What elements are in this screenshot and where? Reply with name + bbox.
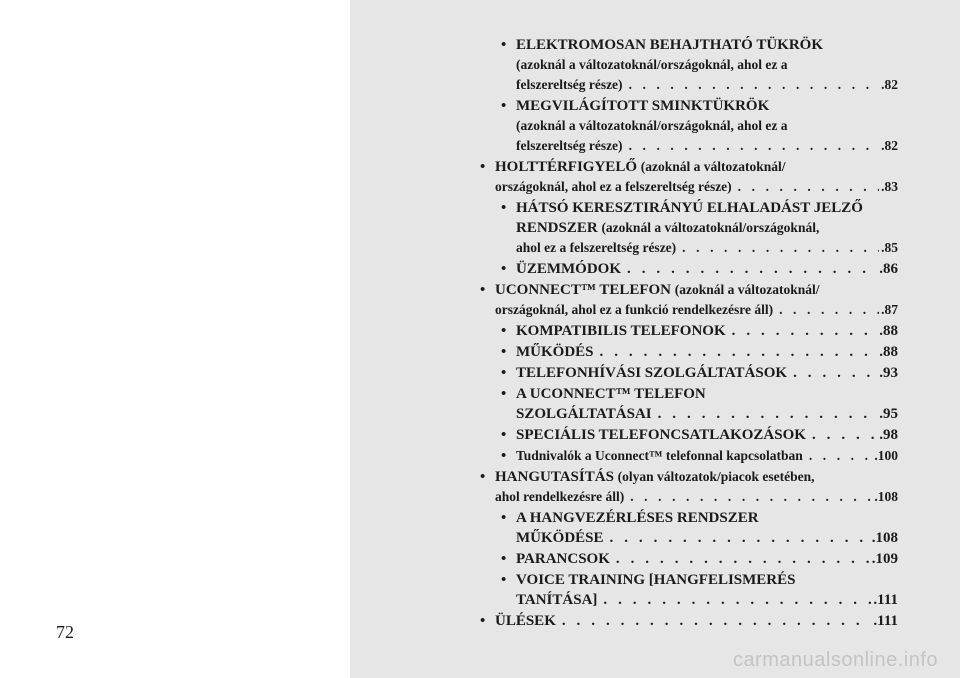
- toc-entry-compatible-phones[interactable]: [478, 321, 898, 341]
- bullet-icon: •: [501, 551, 507, 567]
- toc-entry-title-line: [516, 218, 898, 238]
- toc-entry-subtitle: (azoknál a változatoknál/: [674, 282, 820, 297]
- toc-page-number: .98: [879, 427, 898, 443]
- toc-entry-modes[interactable]: [478, 259, 898, 279]
- dot-leader: [630, 487, 872, 507]
- bullet-icon: •: [480, 159, 486, 175]
- toc-entry-title-line: [495, 280, 898, 300]
- toc-page-number: .82: [881, 77, 898, 92]
- dot-leader: [627, 259, 877, 279]
- toc-entry-title: VOICE TRAINING [HANGFELISMERÉS: [516, 572, 796, 588]
- dot-leader: [779, 300, 879, 320]
- toc-entry-title: RENDSZER: [516, 220, 598, 236]
- bullet-icon: •: [501, 572, 507, 588]
- toc-entry-uconnect-phone[interactable]: [478, 280, 898, 320]
- toc-entry-subtitle: felszereltség része): [516, 138, 623, 153]
- bullet-icon: •: [480, 469, 486, 485]
- dot-leader: [812, 425, 877, 445]
- toc-entry-leader-line: [495, 611, 898, 631]
- toc-entry-blind-spot-monitoring[interactable]: [478, 157, 898, 197]
- toc-page-number: .95: [879, 406, 898, 422]
- toc-page-number: .83: [881, 179, 898, 194]
- toc-page-number: .88: [879, 323, 898, 339]
- toc-page-number: .111: [873, 592, 898, 608]
- dot-leader: [809, 446, 873, 466]
- toc-entry-title: ÜZEMMÓDOK: [516, 261, 621, 277]
- toc-page-number: .86: [879, 261, 898, 277]
- toc-entry-leader-line: [516, 549, 898, 569]
- toc-entry-commands[interactable]: [478, 549, 898, 569]
- dot-leader: [600, 342, 878, 362]
- toc-entry-leader-line: [516, 321, 898, 341]
- toc-entry-voice-command[interactable]: [478, 467, 898, 507]
- toc-entry-voice-training[interactable]: [478, 570, 898, 610]
- bullet-icon: •: [501, 510, 507, 526]
- toc-entry-subtitle: (azoknál a változatoknál/országoknál,: [601, 220, 820, 235]
- bullet-icon: •: [501, 344, 507, 360]
- toc-entry-leader-line: [516, 590, 898, 610]
- dot-leader: [629, 136, 880, 156]
- toc-entry-subtitle: (azoknál a változatoknál/országoknál, ahol ez a: [516, 118, 788, 133]
- toc-entry-title-line: [495, 467, 898, 487]
- page-number: 72: [56, 622, 74, 642]
- toc-entry-power-folding-mirrors[interactable]: [478, 35, 898, 95]
- dot-leader: [658, 404, 878, 424]
- toc-entry-seats[interactable]: [478, 611, 898, 631]
- toc-entry-title: Tudnivalók a Uconnect™ telefonnal kapcsolatban: [516, 448, 803, 463]
- toc-entry-subtitle: országoknál, ahol ez a felszereltség része): [495, 179, 732, 194]
- watermark: carmanualsonline.info: [732, 649, 938, 671]
- toc-entry-advanced-phone-connectivity[interactable]: [478, 425, 898, 445]
- bullet-icon: •: [501, 427, 507, 443]
- toc-entry-voice-command-system-operation[interactable]: [478, 508, 898, 548]
- toc-entry-title: TANÍTÁSA]: [516, 592, 598, 608]
- toc-entry-operation[interactable]: [478, 342, 898, 362]
- toc-entry-leader-line: [516, 425, 898, 445]
- toc-page-number: .100: [874, 448, 898, 463]
- toc-entry-phone-call-features[interactable]: [478, 363, 898, 383]
- toc-entry-illuminated-vanity-mirrors[interactable]: [478, 96, 898, 156]
- toc-page-number: .111: [873, 613, 898, 629]
- table-of-contents: [478, 34, 898, 631]
- toc-entry-title: HANGUTASÍTÁS: [495, 469, 614, 485]
- toc-page-number: .85: [881, 240, 898, 255]
- toc-entry-subtitle: (olyan változatok/piacok esetében,: [617, 469, 815, 484]
- toc-entry-leader-line: [516, 259, 898, 279]
- toc-entry-subtitle: (azoknál a változatoknál/országoknál, ahol ez a: [516, 57, 788, 72]
- toc-page-number: .109: [871, 551, 898, 567]
- bullet-icon: •: [501, 323, 507, 339]
- toc-entry-leader-line: [495, 300, 898, 320]
- dot-leader: [562, 611, 872, 631]
- bullet-icon: •: [501, 98, 507, 114]
- left-page: [0, 0, 350, 678]
- toc-entry-title: A HANGVEZÉRLÉSES RENDSZER: [516, 510, 759, 526]
- toc-entry-leader-line: [516, 75, 898, 95]
- toc-entry-title: MŰKÖDÉS: [516, 344, 594, 360]
- toc-entry-leader-line: [516, 342, 898, 362]
- bullet-icon: •: [501, 200, 507, 216]
- bullet-icon: •: [501, 365, 507, 381]
- toc-entry-title: TELEFONHÍVÁSI SZOLGÁLTATÁSOK: [516, 365, 788, 381]
- dot-leader: [732, 321, 878, 341]
- toc-entry-title: HOLTTÉRFIGYELŐ: [495, 159, 637, 175]
- toc-entry-leader-line: [516, 446, 898, 466]
- toc-entry-title: ÜLÉSEK: [495, 613, 556, 629]
- toc-entry-title: SPECIÁLIS TELEFONCSATLAKOZÁSOK: [516, 427, 806, 443]
- dot-leader: [603, 590, 871, 610]
- dot-leader: [738, 177, 879, 197]
- toc-entry-title: MŰKÖDÉSE: [516, 530, 604, 546]
- bullet-icon: •: [501, 261, 507, 277]
- toc-entry-leader-line: [495, 177, 898, 197]
- toc-entry-subtitle: (azoknál a változatoknál/: [640, 159, 786, 174]
- dot-leader: [629, 75, 880, 95]
- toc-entry-things-to-know[interactable]: [478, 446, 898, 466]
- toc-page-number: .88: [879, 344, 898, 360]
- toc-entry-leader-line: [516, 363, 898, 383]
- toc-entry-uconnect-phone-features[interactable]: [478, 384, 898, 424]
- toc-entry-subtitle: ahol ez a felszereltség része): [516, 240, 677, 255]
- toc-page-number: .82: [881, 138, 898, 153]
- toc-entry-title: KOMPATIBILIS TELEFONOK: [516, 323, 726, 339]
- bullet-icon: •: [501, 37, 507, 53]
- toc-page-number: .87: [881, 302, 898, 317]
- toc-page-number: .108: [871, 530, 898, 546]
- toc-entry-title: PARANCSOK: [516, 551, 610, 567]
- toc-entry-title-line: [495, 157, 898, 177]
- toc-entry-leader-line: [516, 136, 898, 156]
- toc-entry-title: HÁTSÓ KERESZTIRÁNYÚ ELHALADÁST JELZŐ: [516, 200, 863, 216]
- dot-leader: [682, 238, 879, 258]
- toc-entry-title: UCONNECT™ TELEFON: [495, 282, 672, 298]
- toc-entry-leader-line: [495, 487, 898, 507]
- dot-leader: [610, 528, 870, 548]
- toc-page-number: .108: [874, 489, 898, 504]
- toc-entry-subtitle: ahol rendelkezésre áll): [495, 489, 625, 504]
- toc-entry-title: SZOLGÁLTATÁSAI: [516, 406, 652, 422]
- toc-entry-title: A UCONNECT™ TELEFON: [516, 386, 706, 402]
- bullet-icon: •: [501, 448, 507, 464]
- toc-entry-rear-cross-path[interactable]: [478, 198, 898, 258]
- bullet-icon: •: [480, 282, 486, 298]
- bullet-icon: •: [480, 613, 486, 629]
- toc-entry-leader-line: [516, 404, 898, 424]
- toc-entry-leader-line: [516, 238, 898, 258]
- toc-entry-subtitle: országoknál, ahol ez a funkció rendelkezésre áll): [495, 302, 774, 317]
- toc-entry-leader-line: [516, 528, 898, 548]
- toc-entry-title: MEGVILÁGÍTOTT SMINKTÜKRÖK: [516, 98, 770, 114]
- toc-entry-title: ELEKTROMOSAN BEHAJTHATÓ TÜKRÖK: [516, 37, 823, 53]
- toc-page-number: .93: [879, 365, 898, 381]
- dot-leader: [616, 549, 870, 569]
- toc-entry-subtitle: felszereltség része): [516, 77, 623, 92]
- bullet-icon: •: [501, 386, 507, 402]
- dot-leader: [793, 363, 877, 383]
